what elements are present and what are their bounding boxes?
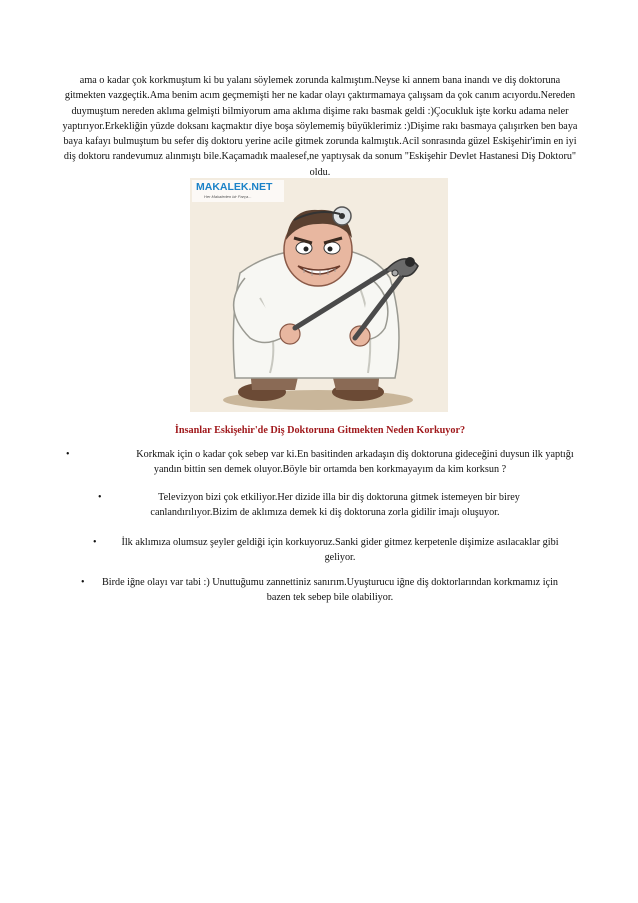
list-item	[81, 575, 565, 605]
list-item	[93, 535, 570, 565]
list-item-text: İlk aklımıza olumsuz şeyler geldiği için korkuyoruz.Sanki gider gitmez kerpetenle dişimize asılacaklar gibi geliyor.	[121, 537, 559, 563]
bullet-icon: •	[81, 577, 85, 588]
section-heading: İnsanlar Eskişehir'de Diş Doktoruna Gitmekten Neden Korkuyor?	[174, 425, 466, 436]
bullet-icon: •	[66, 449, 70, 460]
intro-paragraph: ama o kadar çok korkmuştum ki bu yalanı söylemek zorunda kalmıştım.Neyse ki annem bana inandı ve diş doktoruna gitmekten vazgeçtik.Ama benim acım geçmemişti her ne kadar olayı çaktırmamaya çalışsam da çok canım acıyordu.Nereden duymuştum nereden aklıma gelmişti bilmiyorum ama aklıma dişime rakı basmak geldi :)Çocukluk işte korku adama neler yaptırıyor.Erkekliğin yüzde doksanı kaçmaktır diye boşa söylememiş büyüklerimiz :)Dişime rakı basmaya çalışırken ben baya baya kafayı bulmuştum bu sefer diş doktoru yerine acile gitmek zorunda kalmıştık.Acil sonrasında güzel Eskişehir'imin en iyi diş doktoru randevumuz alınmıştı bile.Kaçamadık maalesef,ne yaptıysak da sonum "Eskişehir Devlet Hastanesi Diş Doktoru" oldu.	[62, 75, 578, 178]
list-item-text: Birde iğne olayı var tabi :) Unuttuğumu zannettiniz sanırım.Uyuşturucu iğne diş doktorlarından korkmamız için bazen tek sebep bile olabiliyor.	[101, 577, 559, 603]
makalek-logo	[192, 180, 284, 202]
list-item	[98, 490, 540, 520]
dentist-illustration	[190, 178, 448, 412]
list-item-text: Korkmak için o kadar çok sebep var ki.En basitinden arkadaşın diş doktoruna gideceğini duysun ilk yaptığı yandın bittin sen demek oluyor.Böyle bir ortamda ben korkmayayım da kim korksun ?	[136, 449, 574, 475]
list-item-text: Televizyon bizi çok etkiliyor.Her dizide illa bir diş doktoruna gitmek istemeyen bir birey canlandırılıyor.Bizim de aklımıza demek ki diş doktoruna zorla gidilir imajı oluşuyor.	[150, 492, 520, 518]
list-item	[66, 447, 580, 477]
bullet-icon: •	[93, 537, 97, 548]
bullet-icon: •	[98, 492, 102, 503]
logo-subtext: Her Makaleden bir Parça...	[204, 194, 252, 199]
dentist-cartoon-image	[190, 178, 448, 412]
logo-text: MAKALEK.NET	[196, 181, 273, 193]
